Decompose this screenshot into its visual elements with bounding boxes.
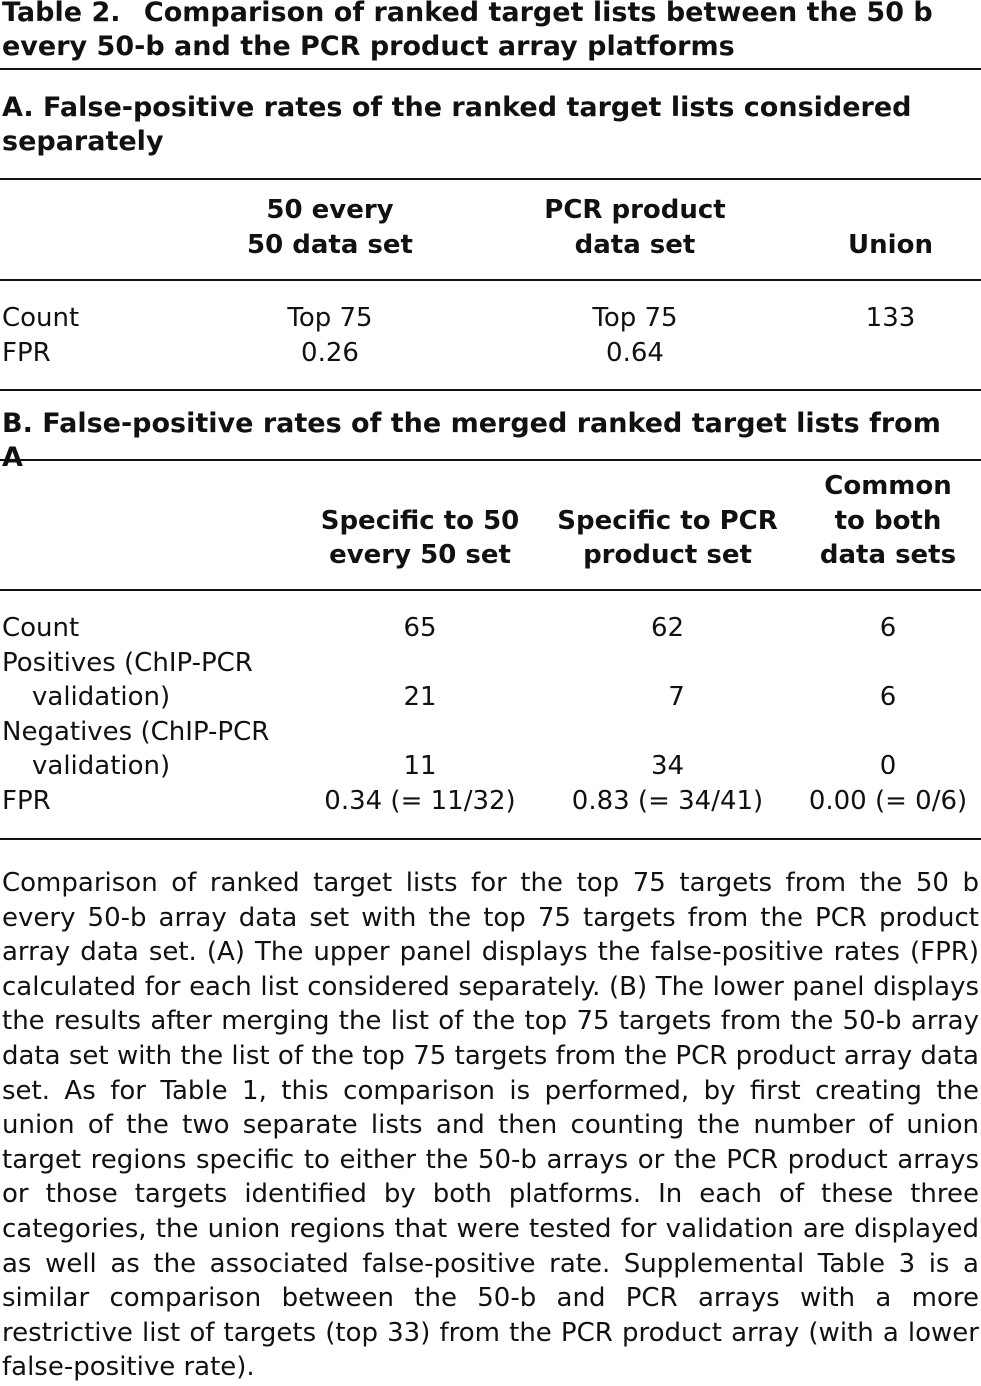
- header-line: to both: [834, 505, 942, 536]
- header-line: data set: [574, 229, 696, 260]
- cell-value: 0.83 (= 34/41): [571, 785, 764, 816]
- header-line: Common: [824, 471, 952, 501]
- section-a-header-rule: [0, 279, 981, 281]
- row-label-continued: validation): [32, 751, 171, 781]
- cell-value: 0: [879, 751, 897, 781]
- cell-value: 6: [879, 613, 897, 643]
- section-b-col-common: [795, 469, 981, 573]
- table-title-text: Comparison of ranked target lists between the 50 b every 50-b and the PCR product array platforms: [2, 0, 933, 62]
- section-b-col-specific-50: [300, 469, 540, 573]
- table-row: [0, 611, 981, 646]
- cell-value: Top 75: [287, 303, 373, 333]
- section-a-col-50every: [190, 193, 470, 262]
- section-b-col-specific-pcr: [540, 469, 795, 573]
- section-a-col-union: [800, 193, 981, 262]
- section-b-header-table: [0, 469, 981, 573]
- row-label: Count: [2, 303, 80, 333]
- header-line: PCR product: [544, 195, 726, 225]
- header-line: 50 every: [266, 195, 394, 225]
- section-a-header-table: [0, 193, 981, 262]
- cell-value: 11: [403, 751, 437, 781]
- cell-value: 21: [403, 682, 437, 712]
- table-row: [0, 646, 981, 681]
- cell-value: 62: [650, 613, 685, 643]
- table-footnote: Comparison of ranked target lists for the top 75 targets from the 50 b every 50-b array data set with the top 75 targets from the PCR product array data set. (A) The upper panel displays the false-positive rates (FPR) calculated for each list considered separately. (B) The lower panel displays the results after merging the list of the top 75 targets from the 50-b array data set with the list of the top 75 targets from the PCR product array data set. As for Table 1, this comparison is performed, by first creating the union of the two separate lists and then counting the number of union target regions specific to either the 50-b arrays or the PCR product arrays or those targets identified by both platforms. In each of these three categories, the union regions that were tested for validation are displayed as well as the associated false-positive rate. Supplemental Table 3 is a similar comparison between the 50-b and PCR arrays with a more restrictive list of targets (top 33) from the PCR product array (with a lower false-positive rate).: [2, 868, 979, 1383]
- header-line: every 50 set: [329, 540, 511, 570]
- row-label: Positives (ChIP-PCR: [2, 647, 253, 678]
- cell-value: 34: [650, 751, 685, 781]
- cell-value: 133: [865, 303, 916, 333]
- header-line: data sets: [819, 540, 957, 570]
- header-line: Union: [848, 229, 933, 260]
- header-line: 50 data set: [247, 229, 413, 260]
- section-b-bottom-rule: [0, 838, 981, 840]
- cell-value: 0.26: [301, 337, 359, 368]
- table-row: [0, 301, 981, 336]
- cell-value: 6: [879, 682, 897, 712]
- cell-value: 65: [403, 613, 437, 643]
- row-label: FPR: [2, 337, 51, 368]
- section-b-heading: B. False-positive rates of the merged ranked target lists from A: [2, 408, 941, 473]
- row-label-continued: validation): [32, 682, 171, 712]
- title-rule: [0, 68, 981, 70]
- section-a-body-table: [0, 301, 981, 370]
- cell-value: Top 75: [592, 303, 678, 333]
- table-row: [0, 680, 981, 715]
- row-label: FPR: [2, 785, 51, 816]
- header-line: product set: [583, 540, 752, 570]
- cell-value: 0.64: [606, 337, 664, 368]
- section-b-top-rule: [0, 459, 981, 461]
- row-label: Negatives (ChIP-PCR: [2, 716, 270, 747]
- section-a-col-pcr: [470, 193, 800, 262]
- section-b-header-rule: [0, 589, 981, 591]
- section-a-top-rule: [0, 178, 981, 180]
- row-label: Count: [2, 613, 80, 643]
- cell-value: 7: [668, 682, 685, 712]
- table-row: [0, 715, 981, 750]
- section-b-body-table: [0, 611, 981, 818]
- table-row: [0, 749, 981, 784]
- cell-value: 0.34 (= 11/32): [324, 785, 516, 816]
- section-a-bottom-rule: [0, 389, 981, 391]
- table-title: [0, 0, 977, 64]
- section-a-heading: A. False-positive rates of the ranked target lists considered separately: [2, 92, 912, 157]
- header-line: Specific to 50: [320, 505, 520, 536]
- table-number: Table 2.: [2, 0, 121, 28]
- cell-value: 0.00 (= 0/6): [808, 785, 968, 816]
- table-row: [0, 336, 981, 371]
- header-line: Specific to PCR: [557, 505, 778, 536]
- cell-value: [800, 336, 981, 371]
- table-row: [0, 784, 981, 819]
